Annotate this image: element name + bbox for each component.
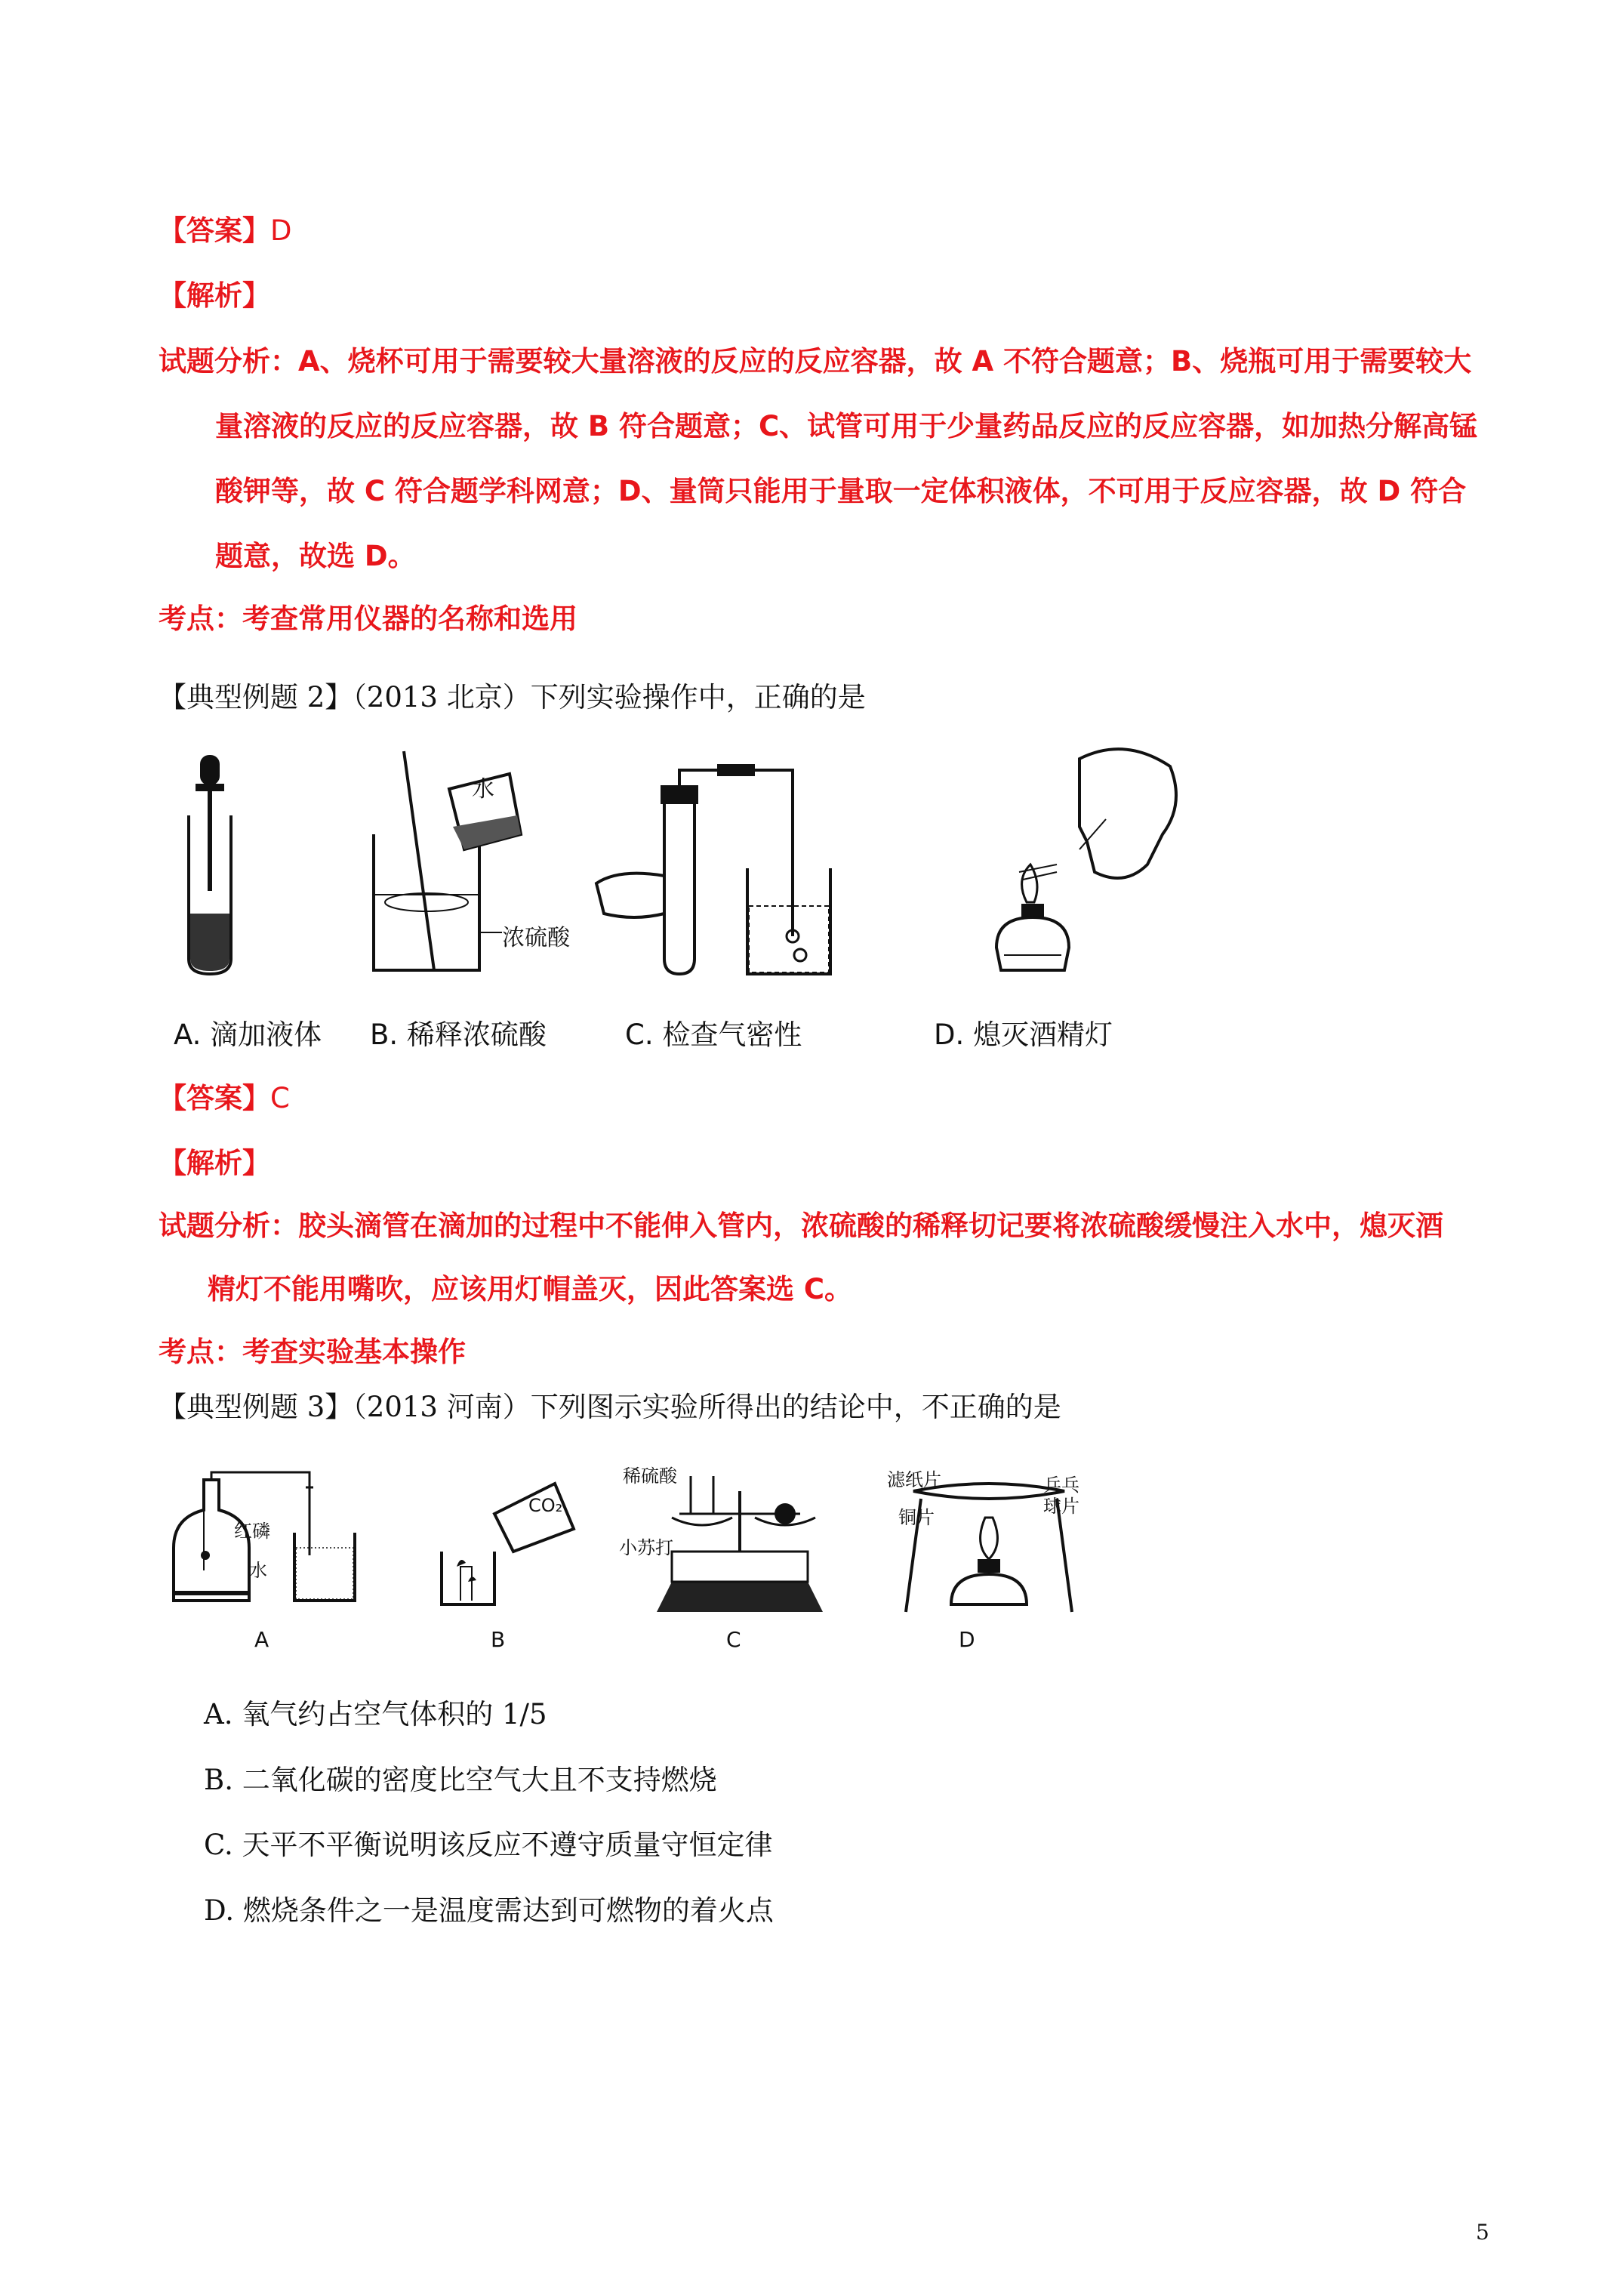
answer-label: 【答案】	[159, 1082, 270, 1114]
q2-figure-dropper	[170, 747, 253, 982]
q2-title: 【典型例题 2】（2013 北京）下列实验操作中，正确的是	[159, 681, 866, 713]
q3-label-pingpong: 乒乓	[1043, 1475, 1079, 1496]
q2-option-a: A. 滴加液体	[174, 1019, 322, 1051]
q3-figure-b	[427, 1469, 577, 1620]
q3-caption-a: A	[254, 1627, 269, 1652]
q3-option-d: D. 燃烧条件之一是温度需达到可燃物的着火点	[204, 1894, 774, 1927]
q1-analysis-line-4: 题意，故选 D。	[215, 540, 416, 572]
q3-title: 【典型例题 3】（2013 河南）下列图示实验所得出的结论中，不正确的是	[159, 1391, 1061, 1423]
q3-figure-a	[159, 1465, 362, 1623]
answer-label: 【答案】	[159, 214, 270, 247]
answer-value: D	[270, 214, 292, 247]
q3-option-a: A. 氧气约占空气体积的 1/5	[204, 1698, 547, 1730]
q3-caption-b: B	[491, 1627, 506, 1652]
q2-answer	[159, 1080, 290, 1117]
q3-figure-c	[619, 1461, 845, 1623]
q2-label-acid: 浓硫酸	[502, 925, 570, 951]
q3-label-soda: 小苏打	[619, 1537, 673, 1558]
q2-figure-alcohol-lamp	[959, 736, 1200, 985]
q1-analysis-label: 【解析】	[159, 279, 270, 312]
q3-figure-d	[883, 1461, 1087, 1623]
q3-option-b: B. 二氧化碳的密度比空气大且不支持燃烧	[204, 1764, 717, 1796]
q3-label-copper: 铜片	[898, 1507, 935, 1528]
q3-label-pingpong-2: 球片	[1043, 1496, 1079, 1517]
q1-kaodian: 考点：考查常用仪器的名称和选用	[159, 603, 577, 635]
q1-answer	[159, 213, 292, 249]
q2-option-d: D. 熄灭酒精灯	[934, 1019, 1113, 1051]
q3-option-c: C. 天平不平衡说明该反应不遵守质量守恒定律	[204, 1829, 773, 1861]
q2-analysis-label: 【解析】	[159, 1147, 270, 1179]
q2-figure-airtight	[589, 755, 838, 982]
q2-label-water: 水	[472, 776, 494, 803]
q3-label-red-p: 红磷	[234, 1521, 270, 1542]
q3-label-co2: CO₂	[528, 1495, 563, 1516]
q2-option-b: B. 稀释浓硫酸	[370, 1019, 547, 1051]
q1-analysis-line-3: 酸钾等，故 C 符合题学科网意；D、量筒只能用于量取一定体积液体，不可用于反应容器，故 D 符合	[215, 475, 1467, 507]
q2-figure-dilute-acid	[359, 744, 570, 985]
q3-label-dilute-acid: 稀硫酸	[623, 1465, 677, 1487]
q2-analysis-line-2: 精灯不能用嘴吹，应该用灯帽盖灭，因此答案选 C。	[208, 1273, 853, 1305]
q2-analysis-line-1: 试题分析：胶头滴管在滴加的过程中不能伸入管内，浓硫酸的稀释切记要将浓硫酸缓慢注入水中，熄灭酒	[159, 1210, 1443, 1242]
q3-label-water: 水	[249, 1560, 267, 1581]
page-number: 5	[1476, 2220, 1489, 2245]
q3-label-filter-paper: 滤纸片	[887, 1469, 941, 1490]
q1-analysis-line-1: 试题分析：A、烧杯可用于需要较大量溶液的反应的反应容器，故 A 不符合题意；B、烧瓶可用于需要较大	[159, 345, 1472, 378]
q2-option-c: C. 检查气密性	[625, 1019, 802, 1051]
q1-analysis-line-2: 量溶液的反应的反应容器，故 B 符合题意；C、试管可用于少量药品反应的反应容器，如加热分解高锰	[215, 410, 1478, 442]
q3-caption-d: D	[959, 1627, 975, 1652]
q2-kaodian: 考点：考查实验基本操作	[159, 1336, 466, 1368]
answer-value: C	[270, 1082, 290, 1114]
q3-caption-c: C	[726, 1627, 741, 1652]
